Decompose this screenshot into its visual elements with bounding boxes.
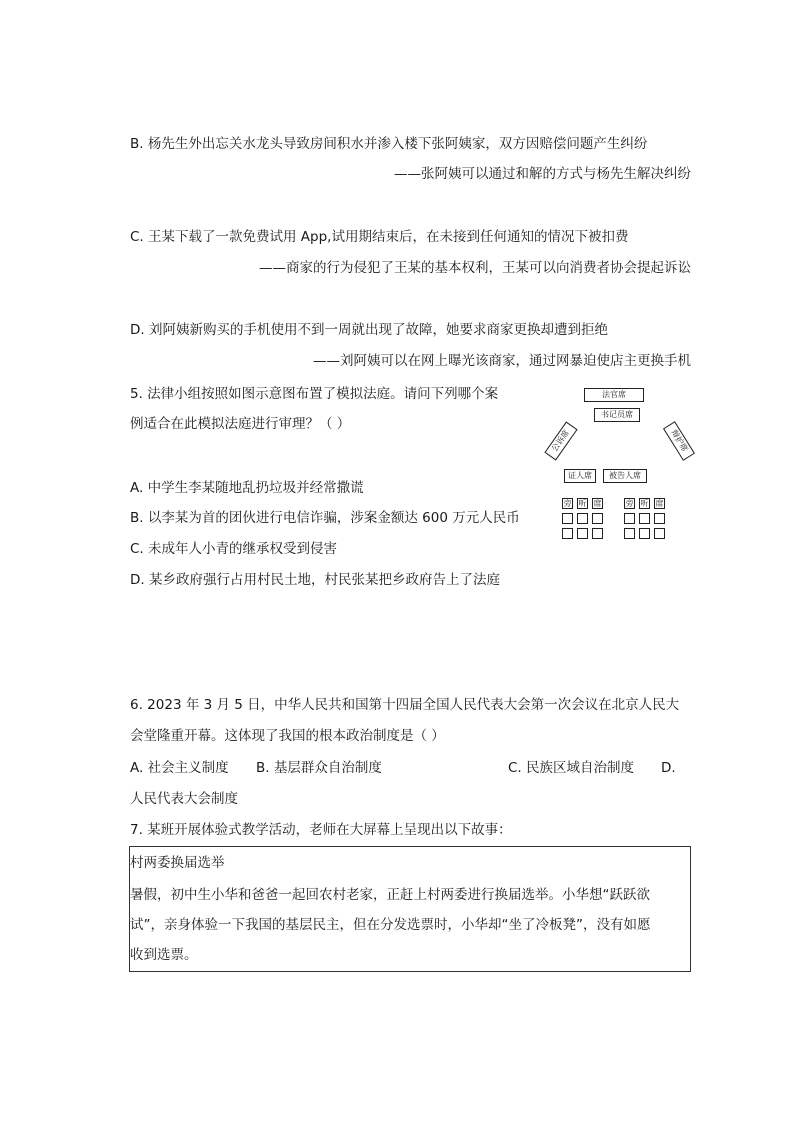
q6-option-a: A. 社会主义制度 bbox=[130, 760, 229, 776]
q5-option-d: D. 某乡政府强行占用村民土地，村民张某把乡政府告上了法庭 bbox=[130, 572, 500, 588]
gallery-right-char-1: 旁 bbox=[625, 499, 634, 508]
story-title: 村两委换届选举 bbox=[130, 855, 225, 871]
q6-option-b: B. 基层群众自治制度 bbox=[256, 760, 382, 776]
gallery-seat bbox=[592, 528, 603, 539]
q6-option-d-text: 人民代表大会制度 bbox=[130, 791, 238, 807]
gallery-left-char-1: 旁 bbox=[563, 499, 572, 508]
seat-clerk: 书记员席 bbox=[594, 408, 640, 422]
q6-stem-line2: 会堂隆重开幕。这体现了我国的根本政治制度是（ ） bbox=[130, 728, 445, 744]
gallery-right-char-3: 席 bbox=[655, 499, 664, 508]
gallery-seat bbox=[654, 513, 665, 524]
seat-defendant: 被告人席 bbox=[603, 469, 647, 483]
q4-option-c-line1: C. 王某下载了一款免费试用 App,试用期结束后，在未接到任何通知的情况下被扣费 bbox=[130, 229, 629, 245]
story-box bbox=[129, 846, 691, 972]
q5-option-c: C. 未成年人小青的继承权受到侵害 bbox=[130, 541, 338, 557]
seat-defense: 辩护席 bbox=[663, 421, 695, 461]
seat-witness: 证人席 bbox=[564, 469, 596, 483]
gallery-seat bbox=[639, 513, 650, 524]
gallery-seat bbox=[562, 513, 573, 524]
gallery-left-char-2: 听 bbox=[578, 499, 587, 508]
q4-option-b-line1: B. 杨先生外出忘关水龙头导致房间积水并渗入楼下张阿姨家，双方因赔偿问题产生纠纷 bbox=[130, 136, 648, 152]
story-line3: 收到选票。 bbox=[130, 947, 198, 963]
story-line1: 暑假，初中生小华和爸爸一起回农村老家，正赶上村两委进行换届选举。小华想“跃跃欲 bbox=[130, 887, 650, 903]
gallery-seat bbox=[577, 513, 588, 524]
gallery-seat bbox=[577, 528, 588, 539]
q4-option-d-line2: ——刘阿姨可以在网上曝光该商家，通过网暴迫使店主更换手机 bbox=[313, 353, 691, 369]
q6-option-d-prefix: D. bbox=[661, 760, 676, 776]
q4-option-d-line1: D. 刘阿姨新购买的手机使用不到一周就出现了故障，她要求商家更换却遭到拒绝 bbox=[130, 322, 608, 338]
gallery-right-char-2: 听 bbox=[640, 499, 649, 508]
q5-option-a: A. 中学生李某随地乱扔垃圾并经常撒谎 bbox=[130, 480, 364, 496]
q4-option-c-line2: ——商家的行为侵犯了王某的基本权利，王某可以向消费者协会提起诉讼 bbox=[259, 260, 691, 276]
q6-stem-line1: 6. 2023 年 3 月 5 日，中华人民共和国第十四届全国人民代表大会第一次会议在北京人民大 bbox=[130, 697, 680, 713]
seat-prosecutor: 公诉席 bbox=[544, 421, 577, 460]
q5-stem-line1: 5. 法律小组按照如图示意图布置了模拟法庭。请问下列哪个案 bbox=[130, 386, 499, 402]
gallery-seat bbox=[639, 528, 650, 539]
mock-court-diagram bbox=[540, 382, 730, 550]
gallery-seat bbox=[654, 528, 665, 539]
q5-stem-line2: 例适合在此模拟法庭进行审理？（ ） bbox=[130, 416, 351, 432]
story-line2: 试”，亲身体验一下我国的基层民主，但在分发选票时，小华却“坐了冷板凳”，没有如愿 bbox=[130, 917, 651, 933]
gallery-left-char-3: 席 bbox=[593, 499, 602, 508]
gallery-seat bbox=[624, 528, 635, 539]
q6-option-c: C. 民族区域自治制度 bbox=[508, 760, 635, 776]
gallery-seat bbox=[592, 513, 603, 524]
q4-option-b-line2: ——张阿姨可以通过和解的方式与杨先生解决纠纷 bbox=[394, 166, 691, 182]
gallery-seat bbox=[624, 513, 635, 524]
seat-judge: 法官席 bbox=[584, 388, 644, 402]
q5-option-b: B. 以李某为首的团伙进行电信诈骗，涉案金额达 600 万元人民币 bbox=[130, 510, 520, 526]
q7-stem: 7. 某班开展体验式教学活动，老师在大屏幕上呈现出以下故事： bbox=[130, 822, 512, 838]
gallery-seat bbox=[562, 528, 573, 539]
